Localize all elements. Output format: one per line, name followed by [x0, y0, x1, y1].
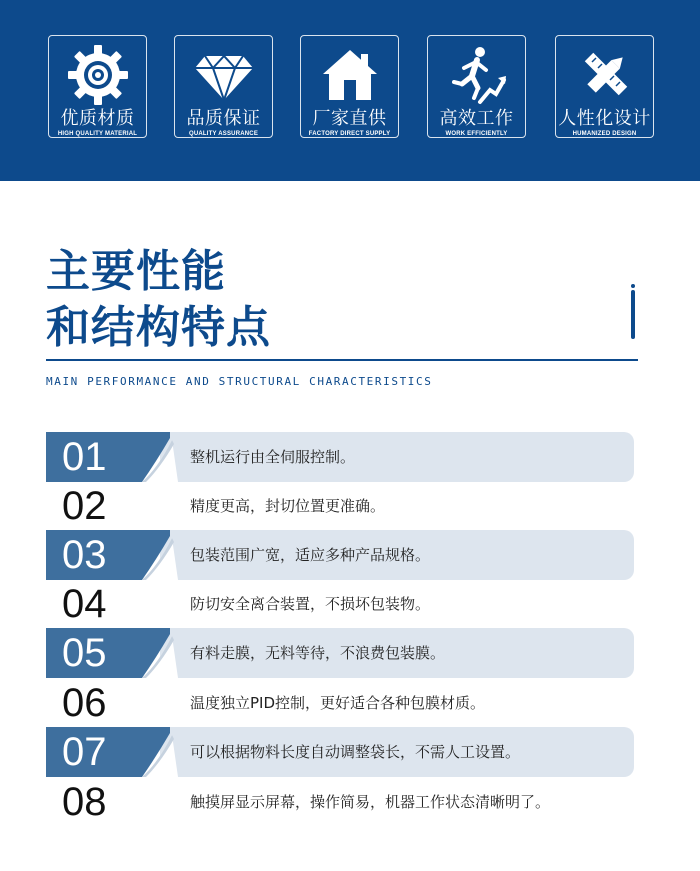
feature-number: 08	[62, 780, 107, 824]
badge-title: 高效工作	[439, 108, 514, 129]
badge-title: 人性化设计	[558, 108, 651, 129]
feature-number: 05	[62, 631, 107, 675]
feature-row	[0, 777, 700, 827]
feature-text: 可以根据物料长度自动调整袋长，不需人工设置。	[190, 743, 521, 761]
badge-work-efficiently	[427, 35, 526, 138]
decorative-dot	[631, 284, 635, 288]
feature-text: 整机运行由全伺服控制。	[190, 448, 356, 466]
feature-text: 包装范围广宽，适应多种产品规格。	[190, 546, 431, 564]
badge-subtitle: HUMANIZED DESIGN	[572, 131, 637, 137]
badge-factory-direct-supply	[300, 35, 399, 138]
house-icon	[317, 42, 383, 108]
running-man-icon	[444, 42, 510, 108]
badge-subtitle: FACTORY DIRECT SUPPLY	[308, 131, 391, 137]
badge-subtitle: HIGH QUALITY MATERIAL	[57, 131, 138, 137]
gear-icon	[65, 42, 131, 108]
feature-row	[0, 579, 700, 629]
feature-text: 触摸屏显示屏幕，操作简易，机器工作状态清晰明了。	[190, 793, 551, 811]
section-subtitle: MAIN PERFORMANCE AND STRUCTURAL CHARACTERISTICS	[46, 375, 433, 388]
section-title-line1: 主要性能	[46, 246, 226, 297]
section-title-line2: 和结构特点	[46, 302, 271, 353]
decorative-vertical-bar	[631, 290, 635, 339]
feature-row	[0, 727, 700, 777]
feature-text: 有料走膜，无料等待，不浪费包装膜。	[190, 644, 446, 662]
feature-number: 04	[62, 582, 107, 626]
feature-text: 精度更高，封切位置更准确。	[190, 497, 386, 515]
feature-number: 07	[62, 730, 107, 774]
badge-title: 品质保证	[186, 108, 261, 129]
badge-title: 优质材质	[60, 108, 135, 129]
badge-subtitle: QUALITY ASSURANCE	[188, 131, 259, 137]
feature-row	[0, 628, 700, 678]
section-divider	[46, 359, 638, 361]
feature-number: 01	[62, 435, 107, 479]
feature-row	[0, 432, 700, 482]
badge-high-quality-material	[48, 35, 147, 138]
feature-row	[0, 481, 700, 531]
feature-row	[0, 530, 700, 580]
feature-number: 02	[62, 484, 107, 528]
feature-text: 防切安全离合装置，不损坏包装物。	[190, 595, 431, 613]
diamond-icon	[191, 42, 257, 108]
pencil-ruler-icon	[572, 42, 638, 108]
badge-subtitle: WORK EFFICIENTLY	[445, 131, 508, 137]
feature-number: 06	[62, 681, 107, 725]
top-banner	[0, 0, 700, 181]
feature-number: 03	[62, 533, 107, 577]
feature-text: 温度独立PID控制，更好适合各种包膜材质。	[190, 694, 486, 712]
badge-humanized-design	[555, 35, 654, 138]
badge-title: 厂家直供	[312, 108, 387, 129]
badge-quality-assurance	[174, 35, 273, 138]
feature-row	[0, 678, 700, 728]
